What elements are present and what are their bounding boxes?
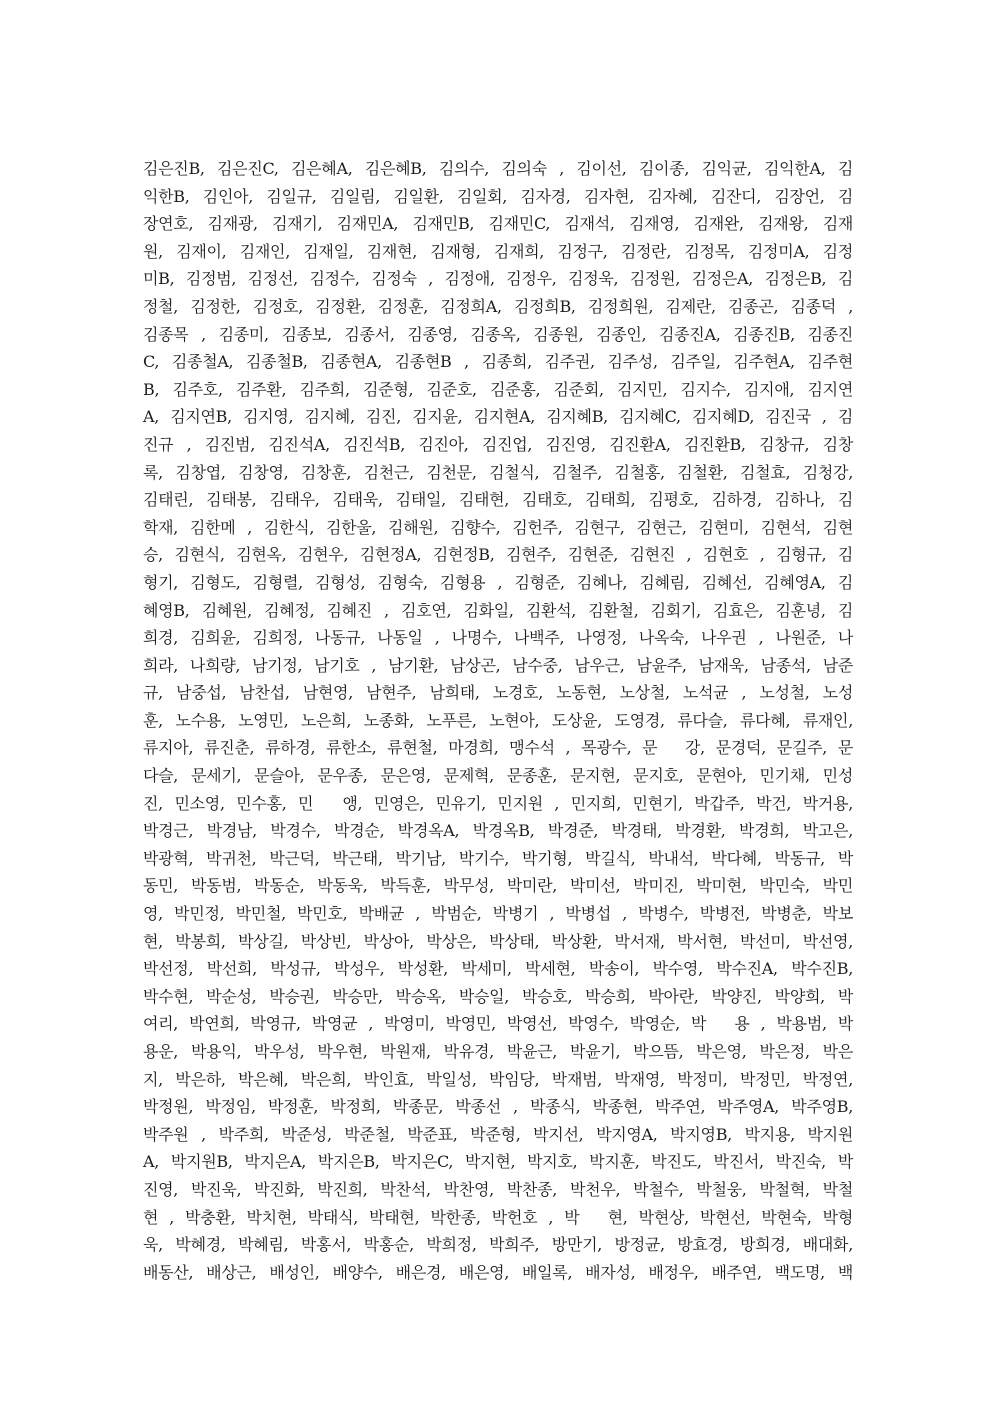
text-line: 박수현, 박순성, 박승권, 박승만, 박승옥, 박승일, 박승호, 박승희, 박아란, 박양진, 박양희, 박 <box>143 986 853 1006</box>
text-line: 익한B, 김인아, 김일규, 김일림, 김일환, 김일회, 김자경, 김자현, 김자혜, 김잔디, 김장언, 김 <box>143 186 853 206</box>
text-line: 김태린, 김태봉, 김태우, 김태욱, 김태일, 김태현, 김태호, 김태희, 김평호, 김하경, 김하나, 김 <box>143 490 853 510</box>
text-line: 미B, 김정범, 김정선, 김정수, 김정숙 , 김정애, 김정우, 김정욱, 김정원, 김정은A, 김정은B, 김 <box>143 269 853 289</box>
text-line: 형기, 김형도, 김형렬, 김형성, 김형숙, 김형용 , 김형준, 김혜나, 김혜림, 김혜선, 김혜영A, 김 <box>143 572 853 592</box>
text-line: B, 김주호, 김주환, 김주희, 김준형, 김준호, 김준홍, 김준회, 김지민, 김지수, 김지애, 김지연 <box>143 379 853 399</box>
text-line: 록, 김창엽, 김창영, 김창훈, 김천근, 김천문, 김철식, 김철주, 김철홍, 김철환, 김철효, 김청강, <box>143 462 853 482</box>
text-line: 정철, 김정한, 김정호, 김정환, 김정훈, 김정희A, 김정희B, 김정희원, 김제란, 김종곤, 김종덕 , <box>143 296 853 316</box>
text-line: 다슬, 문세기, 문슬아, 문우종, 문은영, 문제혁, 문종훈, 문지현, 문지호, 문현아, 민기채, 민성 <box>143 766 853 786</box>
text-line: 규, 남중섭, 남찬섭, 남현영, 남현주, 남희태, 노경호, 노동현, 노상철, 노석균 , 노성철, 노성 <box>143 683 853 703</box>
text-line: 영, 박민정, 박민철, 박민호, 박배균 , 박범순, 박병기 , 박병섭 , 박병수, 박병전, 박병춘, 박보 <box>143 904 853 924</box>
text-line: 박정원, 박정임, 박정훈, 박정희, 박종문, 박종선 , 박종식, 박종현, 박주연, 박주영A, 박주영B, <box>143 1097 853 1117</box>
text-line: A, 김지연B, 김지영, 김지혜, 김진, 김지윤, 김지현A, 김지혜B, 김지혜C, 김지혜D, 김진국 , 김 <box>143 407 853 427</box>
text-line: 현, 박봉희, 박상길, 박상빈, 박상아, 박상은, 박상태, 박상환, 박서재, 박서현, 박선미, 박선영, <box>143 931 853 951</box>
text-line: 장연호, 김재광, 김재기, 김재민A, 김재민B, 김재민C, 김재석, 김재영, 김재완, 김재왕, 김재 <box>143 214 853 234</box>
text-line: 박경근, 박경남, 박경수, 박경순, 박경옥A, 박경옥B, 박경준, 박경태, 박경환, 박경희, 박고은, <box>143 821 853 841</box>
text-line: 진규 , 김진범, 김진석A, 김진석B, 김진아, 김진업, 김진영, 김진환A, 김진환B, 김창규, 김창 <box>143 434 853 454</box>
name-list-text <box>143 155 853 1314</box>
text-line: 용운, 박용익, 박우성, 박우현, 박원재, 박유경, 박윤근, 박윤기, 박으뜸, 박은영, 박은정, 박은 <box>143 1042 853 1061</box>
text-line: A, 박지원B, 박지은A, 박지은B, 박지은C, 박지현, 박지호, 박지훈, 박진도, 박진서, 박진숙, 박 <box>143 1152 853 1172</box>
text-line: 희라, 나희량, 남기정, 남기호 , 남기환, 남상곤, 남수중, 남우근, 남윤주, 남재욱, 남종석, 남준 <box>143 655 853 675</box>
text-line: 혜영B, 김혜원, 김혜정, 김혜진 , 김호연, 김화일, 김환석, 김환철, 김회기, 김효은, 김훈녕, 김 <box>143 600 853 620</box>
text-line: 김은진B, 김은진C, 김은혜A, 김은혜B, 김의수, 김의숙 , 김이선, 김이종, 김익균, 김익한A, 김 <box>143 159 853 178</box>
text-line: 승, 김현식, 김현옥, 김현우, 김현정A, 김현정B, 김현주, 김현준, 김현진 , 김현호 , 김형규, 김 <box>143 545 853 565</box>
text-line: 김종목 , 김종미, 김종보, 김종서, 김종영, 김종옥, 김종원, 김종인, 김종진A, 김종진B, 김종진 <box>143 324 853 344</box>
text-line: 박주원 , 박주희, 박준성, 박준철, 박준표, 박준형, 박지선, 박지영A, 박지영B, 박지용, 박지원 <box>143 1124 853 1144</box>
text-line: 학재, 김한메 , 김한식, 김한울, 김해원, 김향수, 김헌주, 김현구, 김현근, 김현미, 김현석, 김현 <box>143 517 853 537</box>
text-line: 원, 김재이, 김재인, 김재일, 김재현, 김재형, 김재희, 김정구, 김정란, 김정목, 김정미A, 김정 <box>143 241 853 261</box>
text-line: 현 , 박충환, 박치현, 박태식, 박태현, 박한종, 박헌호 , 박 현, 박현상, 박현선, 박현숙, 박형 <box>143 1207 853 1227</box>
text-line: C, 김종철A, 김종철B, 김종현A, 김종현B , 김종희, 김주권, 김주성, 김주일, 김주현A, 김주현 <box>143 352 853 372</box>
text-line: 진영, 박진욱, 박진화, 박진희, 박찬석, 박찬영, 박찬종, 박천우, 박철수, 박철웅, 박철혁, 박철 <box>143 1179 853 1199</box>
text-line <box>143 1286 853 1314</box>
text-line: 희경, 김희윤, 김희정, 나동규, 나동일 , 나명수, 나백주, 나영정, 나옥숙, 나우권 , 나원준, 나 <box>143 628 853 648</box>
text-line: 배동산, 배상근, 배성인, 배양수, 배은경, 배은영, 배일록, 배자성, 배정우, 배주연, 백도명, 백 <box>143 1262 853 1282</box>
text-line: 욱, 박혜경, 박혜림, 박홍서, 박홍순, 박희정, 박희주, 방만기, 방정균, 방효경, 방희경, 배대화, <box>143 1235 853 1255</box>
text-line: 지, 박은하, 박은혜, 박은희, 박인효, 박일성, 박임당, 박재범, 박재영, 박정미, 박정민, 박정연, <box>143 1069 853 1089</box>
text-line: 박광혁, 박귀천, 박근덕, 박근태, 박기남, 박기수, 박기형, 박길식, 박내석, 박다혜, 박동규, 박 <box>143 848 853 868</box>
text-line: 박선정, 박선희, 박성규, 박성우, 박성환, 박세미, 박세현, 박송이, 박수영, 박수진A, 박수진B, <box>143 959 853 979</box>
text-line: 진, 민소영, 민수홍, 민 앵, 민영은, 민유기, 민지원 , 민지희, 민현기, 박갑주, 박건, 박거용, <box>143 793 853 813</box>
text-line: 훈, 노수용, 노영민, 노은희, 노종화, 노푸른, 노현아, 도상윤, 도영경, 류다슬, 류다혜, 류재인, <box>143 710 853 730</box>
text-line: 류지아, 류진춘, 류하경, 류한소, 류현철, 마경희, 맹수석 , 목광수, 문 강, 문경덕, 문길주, 문 <box>143 738 853 758</box>
text-line: 여리, 박연희, 박영규, 박영균 , 박영미, 박영민, 박영선, 박영수, 박영순, 박 용 , 박용범, 박 <box>143 1014 853 1034</box>
text-line: 동민, 박동범, 박동순, 박동욱, 박득훈, 박무성, 박미란, 박미선, 박미진, 박미현, 박민숙, 박민 <box>143 876 853 896</box>
